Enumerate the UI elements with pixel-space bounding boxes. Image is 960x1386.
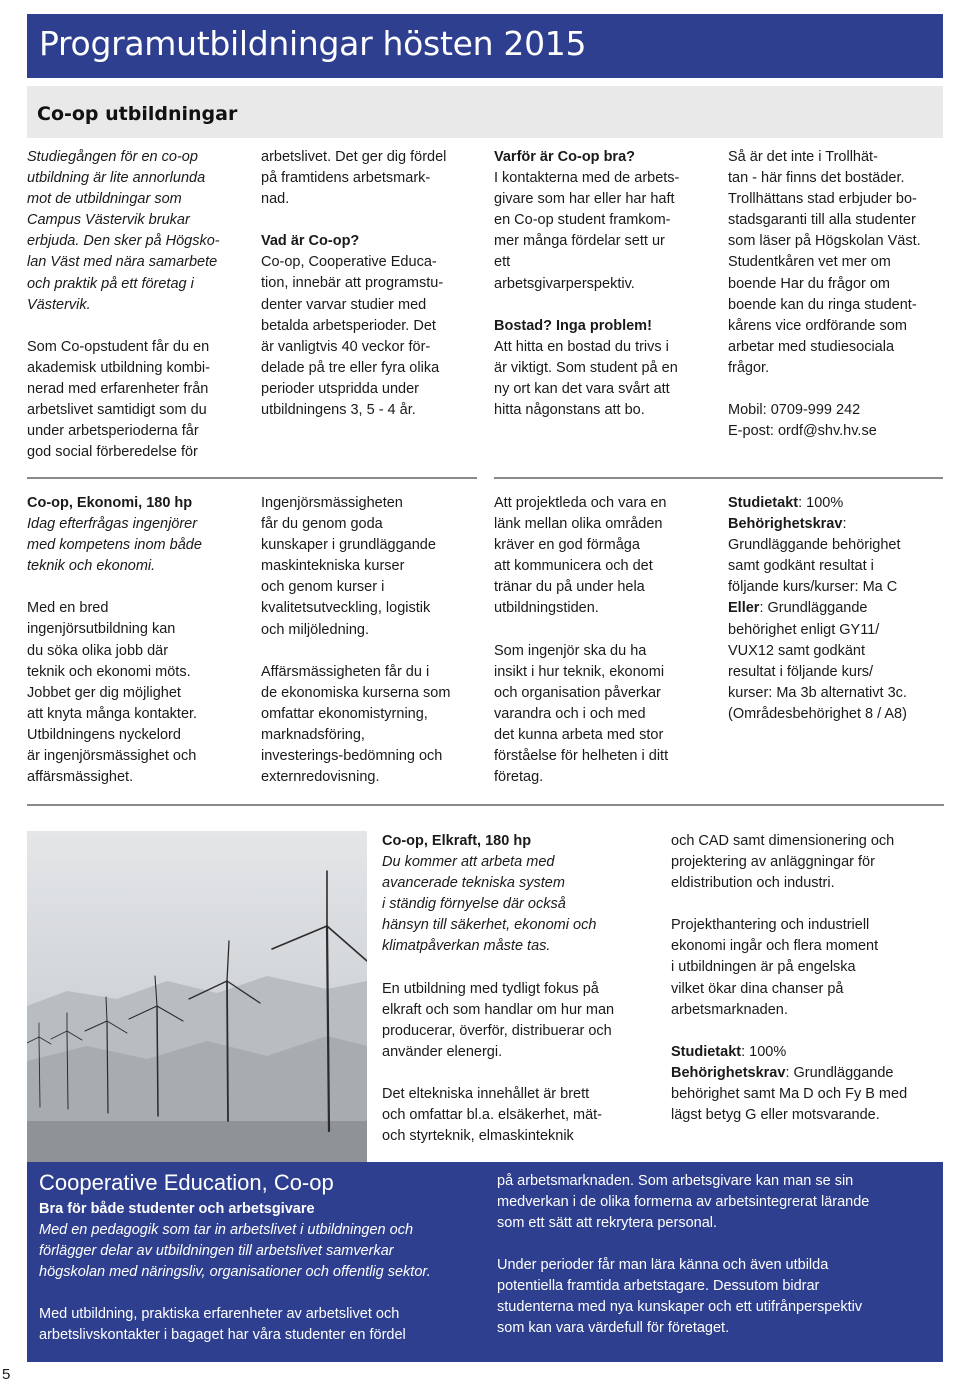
text-line: och genom kurser i xyxy=(261,579,385,596)
text-line: som läser på Högskolan Väst. xyxy=(728,233,921,250)
text-line: och styrteknik, elmaskinteknik xyxy=(382,1128,574,1145)
text-line: god social förberedelse för xyxy=(27,444,198,461)
text-line: maskintekniska kurser xyxy=(261,558,405,575)
elkraft-behorighet-text xyxy=(671,1084,946,1126)
title-banner xyxy=(27,14,943,78)
text-line: det kunna arbeta med stor xyxy=(494,726,664,743)
text-line: att kommunicera och det xyxy=(494,558,653,575)
text-line: behörighet enligt GY11/ xyxy=(728,621,880,638)
ekonomi-paragraph-2 xyxy=(261,493,486,641)
text-line: Att projektleda och vara en xyxy=(494,495,667,511)
ekonomi-eller-text xyxy=(728,620,953,725)
housing-paragraph-continued xyxy=(728,147,953,379)
text-line: (Områdesbehörighet 8 / A8) xyxy=(728,705,907,722)
text-line: mer många fördelar sett ur xyxy=(494,233,665,250)
text-line: VUX12 samt godkänt xyxy=(728,642,866,659)
ekonomi-column-2 xyxy=(261,493,486,788)
contact-email[interactable]: E-post: ordf@shv.hv.se xyxy=(728,423,877,440)
text-line: studenterna med nya kunskaper och ett utifrånperspektiv xyxy=(497,1299,863,1315)
intro-paragraph xyxy=(27,337,252,464)
ekonomi-eller: Eller: Grundläggande xyxy=(728,600,868,617)
text-line: under arbetsperioderna får xyxy=(27,423,199,440)
ekonomi-behorighet-text xyxy=(728,535,953,598)
text-line: länk mellan olika områden xyxy=(494,516,663,533)
subtitle-banner xyxy=(27,86,943,138)
text-line: ny ort kan det vara svårt att xyxy=(494,380,670,397)
text-line: Affärsmässigheten får du i xyxy=(261,663,430,680)
text-line: mot de utbildningar som xyxy=(27,191,182,208)
text-line: arbetslivskontakter i bagaget har våra studenter en fördel xyxy=(39,1327,406,1343)
intro-column-4 xyxy=(728,147,953,442)
text-line: affärsmässighet. xyxy=(27,769,134,786)
what-is-coop-paragraph xyxy=(261,252,481,421)
coop-box-left xyxy=(39,1199,489,1346)
text-line: de ekonomiska kurserna som xyxy=(261,684,451,701)
text-line: följande kurs/kurser: Ma C xyxy=(728,579,898,596)
text-line: varandra och i och med xyxy=(494,705,646,722)
text-line: boende kan du ringa student- xyxy=(728,296,917,313)
text-line: hitta någonstans att bo. xyxy=(494,402,645,419)
text-line: Studentkåren vet mer om xyxy=(728,254,891,271)
coop-box-paragraph xyxy=(39,1304,489,1346)
text-line: utbildningstiden. xyxy=(494,600,599,617)
ekonomi-paragraph-5 xyxy=(494,641,719,789)
text-line: nad. xyxy=(261,191,290,208)
ekonomi-heading: Co-op, Ekonomi, 180 hp xyxy=(27,495,193,511)
text-line: i utbildningen är på engelska xyxy=(671,959,856,976)
text-line: Under perioder får man lära känna och även utbilda xyxy=(497,1257,829,1273)
coop-box-paragraph-3 xyxy=(497,1255,937,1339)
text-line: lägst betyg G eller motsvarande. xyxy=(671,1107,880,1124)
ekonomi-column-3 xyxy=(494,493,719,788)
text-line: boende Har du frågor om xyxy=(728,275,891,292)
divider xyxy=(27,804,944,806)
text-line: givare som har eller har haft xyxy=(494,191,675,208)
page-number: 5 xyxy=(2,1366,11,1383)
text-line: arbetar med studiesociala xyxy=(728,338,895,355)
text-line: avancerade tekniska system xyxy=(382,875,565,892)
text-line: Co-op, Cooperative Educa- xyxy=(261,254,437,271)
ekonomi-paragraph-3 xyxy=(261,662,486,789)
why-coop-paragraph xyxy=(494,168,714,295)
text-line: potentiella framtida arbetstagare. Dessutom bidrar xyxy=(497,1278,820,1294)
text-line: utbildningens 3, 5 - 4 år. xyxy=(261,402,416,419)
elkraft-column-2 xyxy=(671,831,946,1126)
text-line: som kan vara värdefull för företaget. xyxy=(497,1320,730,1336)
intro-column-1 xyxy=(27,147,252,463)
text-line: externredovisning. xyxy=(261,769,380,786)
intro-column-3 xyxy=(494,147,714,421)
text-line: och miljöledning. xyxy=(261,621,370,638)
text-line: teknik och ekonomi. xyxy=(27,558,156,575)
housing-paragraph xyxy=(494,337,714,421)
text-line: omfattar ekonomistyrning, xyxy=(261,705,428,722)
text-line: Med utbildning, praktiska erfarenheter av arbetslivet och xyxy=(39,1306,400,1322)
coop-info-box xyxy=(27,1162,943,1362)
text-line: betalda arbetsperioder. Det xyxy=(261,317,436,334)
text-line: Idag efterfrågas ingenjörer xyxy=(27,516,198,533)
page-title: Programutbildningar hösten 2015 xyxy=(39,24,587,63)
text-line: Studiegången för en co-op xyxy=(27,149,198,165)
why-coop-heading: Varför är Co-op bra? xyxy=(494,149,635,165)
text-line: samt godkänt resultat i xyxy=(728,558,874,575)
text-line: teknik och ekonomi möts. xyxy=(27,663,191,680)
text-line: tion, innebär att programstu- xyxy=(261,275,444,292)
text-line: använder elenergi. xyxy=(382,1043,503,1060)
text-line: är vanligtvis 40 veckor för- xyxy=(261,338,431,355)
elkraft-heading: Co-op, Elkraft, 180 hp xyxy=(382,833,532,849)
elkraft-paragraph xyxy=(382,979,657,1063)
coop-box-paragraph-2 xyxy=(497,1171,937,1234)
text-line: Trollhättans stad erbjuder bo- xyxy=(728,191,917,208)
text-line: företag. xyxy=(494,769,544,786)
text-line: Campus Västervik brukar xyxy=(27,212,190,229)
text-line: Att hitta en bostad du trivs i xyxy=(494,338,669,355)
text-line: får du genom goda xyxy=(261,516,383,533)
elkraft-paragraph-3 xyxy=(671,831,946,894)
text-line: denter varvar studier med xyxy=(261,296,427,313)
text-line: hänsyn till säkerhet, ekonomi och xyxy=(382,917,597,934)
contact-phone: Mobil: 0709-999 242 xyxy=(728,402,861,419)
ekonomi-paragraph xyxy=(27,598,252,788)
elkraft-studietakt: Studietakt: 100% xyxy=(671,1043,787,1060)
elkraft-paragraph-2 xyxy=(382,1084,657,1147)
text-line: erbjuda. Den sker på Högsko- xyxy=(27,233,220,250)
coop-box-right xyxy=(497,1171,937,1339)
intro-column-2 xyxy=(261,147,481,421)
text-line: Det eltekniska innehållet är brett xyxy=(382,1085,590,1102)
text-line: du söka olika jobb där xyxy=(27,642,169,659)
text-line: vilket ökar dina chanser på xyxy=(671,980,844,997)
text-line: stadsgaranti till alla studenter xyxy=(728,212,916,229)
text-line: arbetsgivarperspektiv. xyxy=(494,275,635,292)
text-line: frågor. xyxy=(728,359,770,376)
text-line: är ingenjörsmässighet och xyxy=(27,748,197,765)
ekonomi-requirements xyxy=(728,493,953,725)
coop-box-subtitle: Bra för både studenter och arbetsgivare xyxy=(39,1201,315,1217)
text-line: elkraft och som handlar om hur man xyxy=(382,1001,615,1018)
text-line: och praktik på ett företag i xyxy=(27,275,194,292)
text-line: Ingenjörsmässigheten xyxy=(261,495,403,511)
text-line: En utbildning med tydligt fokus på xyxy=(382,980,599,997)
ekonomi-paragraph-4 xyxy=(494,493,719,620)
text-line: delade på tre eller fyra olika xyxy=(261,359,440,376)
text-line: Med en pedagogik som tar in arbetslivet i utbildningen och xyxy=(39,1222,414,1238)
text-line: marknadsföring, xyxy=(261,726,365,743)
text-line: kårens vice ordförande som xyxy=(728,317,907,334)
what-is-coop-heading: Vad är Co-op? xyxy=(261,233,360,250)
text-line: projektering av anläggningar för xyxy=(671,854,875,871)
text-line: Som Co-opstudent får du en xyxy=(27,338,210,355)
text-line: perioder utspridda under xyxy=(261,380,419,397)
text-line: förståelse för helheten i ditt xyxy=(494,748,669,765)
text-line: Du kommer att arbeta med xyxy=(382,854,555,871)
text-line: tan - här finns det bostäder. xyxy=(728,170,905,187)
text-line: nerad med erfarenheter från xyxy=(27,380,209,397)
elkraft-column-1 xyxy=(382,831,657,1147)
text-line: Som ingenjör ska du ha xyxy=(494,642,647,659)
text-line: arbetslivet samtidigt som du xyxy=(27,402,207,419)
coop-box-title: Cooperative Education, Co-op xyxy=(39,1170,334,1195)
text-line: är viktigt. Som student på en xyxy=(494,359,678,376)
text-line: arbetsmarknaden. xyxy=(671,1001,788,1018)
divider xyxy=(27,477,477,479)
elkraft-paragraph-4 xyxy=(671,915,946,1020)
wind-turbines-illustration xyxy=(27,831,367,1166)
text-line: Utbildningens nyckelord xyxy=(27,726,181,743)
ekonomi-behorighet: Behörighetskrav: xyxy=(728,516,847,533)
text-line: Jobbet ger dig möjlighet xyxy=(27,684,181,701)
text-line: eldistribution och industri. xyxy=(671,875,835,892)
elkraft-lead xyxy=(382,852,657,957)
text-line: en Co-op student framkom- xyxy=(494,212,671,229)
text-line: akademisk utbildning kombi- xyxy=(27,359,210,376)
coop-box-lead xyxy=(39,1220,489,1283)
text-line: tränar du på under hela xyxy=(494,579,645,596)
section-title: Co-op utbildningar xyxy=(37,103,238,125)
ekonomi-column-1 xyxy=(27,493,252,788)
text-line: Västervik. xyxy=(27,296,91,313)
elkraft-behorighet: Behörighetskrav: Grundläggande xyxy=(671,1064,894,1081)
divider xyxy=(494,477,943,479)
wind-turbines-photo xyxy=(27,831,367,1166)
text-line: insikt i hur teknik, ekonomi xyxy=(494,663,665,680)
text-line: i ständig förnyelse där också xyxy=(382,896,566,913)
text-line: ett xyxy=(494,254,511,271)
ekonomi-studietakt: Studietakt: 100% xyxy=(728,495,844,511)
text-line: kurser: Ma 3b alternativt 3c. xyxy=(728,684,907,701)
text-line: I kontakterna med de arbets- xyxy=(494,170,680,187)
text-line: ingenjörsutbildning kan xyxy=(27,621,176,638)
text-line: kräver en god förmåga xyxy=(494,537,640,554)
text-line: kunskaper i grundläggande xyxy=(261,537,436,554)
text-line: behörighet samt Ma D och Fy B med xyxy=(671,1085,908,1102)
intro-italic xyxy=(27,147,252,316)
text-line: och organisation påverkar xyxy=(494,684,661,701)
text-line: och omfattar bl.a. elsäkerhet, mät- xyxy=(382,1107,603,1124)
text-line: Grundläggande behörighet xyxy=(728,537,901,554)
text-line: på framtidens arbetsmark- xyxy=(261,170,431,187)
text-line: kvalitetsutveckling, logistik xyxy=(261,600,431,617)
text-line: att knyta många kontakter. xyxy=(27,705,198,722)
text-line: och CAD samt dimensionering och xyxy=(671,833,895,849)
text-line: som ett sätt att rekrytera personal. xyxy=(497,1215,718,1231)
text-line: klimatpåverkan måste tas. xyxy=(382,938,551,955)
text-line: förlägger delar av utbildningen till arbetslivet samverkar xyxy=(39,1243,394,1259)
ekonomi-lead xyxy=(27,514,252,577)
text-line: arbetslivet. Det ger dig fördel xyxy=(261,149,447,165)
text-line: resultat i följande kurs/ xyxy=(728,663,874,680)
text-line: Projekthantering och industriell xyxy=(671,917,870,934)
text-line: på arbetsmarknaden. Som arbetsgivare kan man se sin xyxy=(497,1173,854,1189)
text-line: investerings-bedömning och xyxy=(261,748,443,765)
housing-heading: Bostad? Inga problem! xyxy=(494,317,652,334)
text-line: ekonomi ingår och flera moment xyxy=(671,938,879,955)
text-line: producerar, överför, distribuerar och xyxy=(382,1022,612,1039)
text-line: utbildning är lite annorlunda xyxy=(27,170,206,187)
text-line: med kompetens inom både xyxy=(27,537,202,554)
text-line: Med en bred xyxy=(27,600,109,617)
text-line: lan Väst med nära samarbete xyxy=(27,254,218,271)
text-line: Så är det inte i Trollhät- xyxy=(728,149,878,165)
text-line: medverkan i de olika formerna av arbetsintegrerat lärande xyxy=(497,1194,870,1210)
intro-paragraph-continued xyxy=(261,147,481,210)
text-line: högskolan med näringsliv, organisationer och offentlig sektor. xyxy=(39,1264,431,1280)
